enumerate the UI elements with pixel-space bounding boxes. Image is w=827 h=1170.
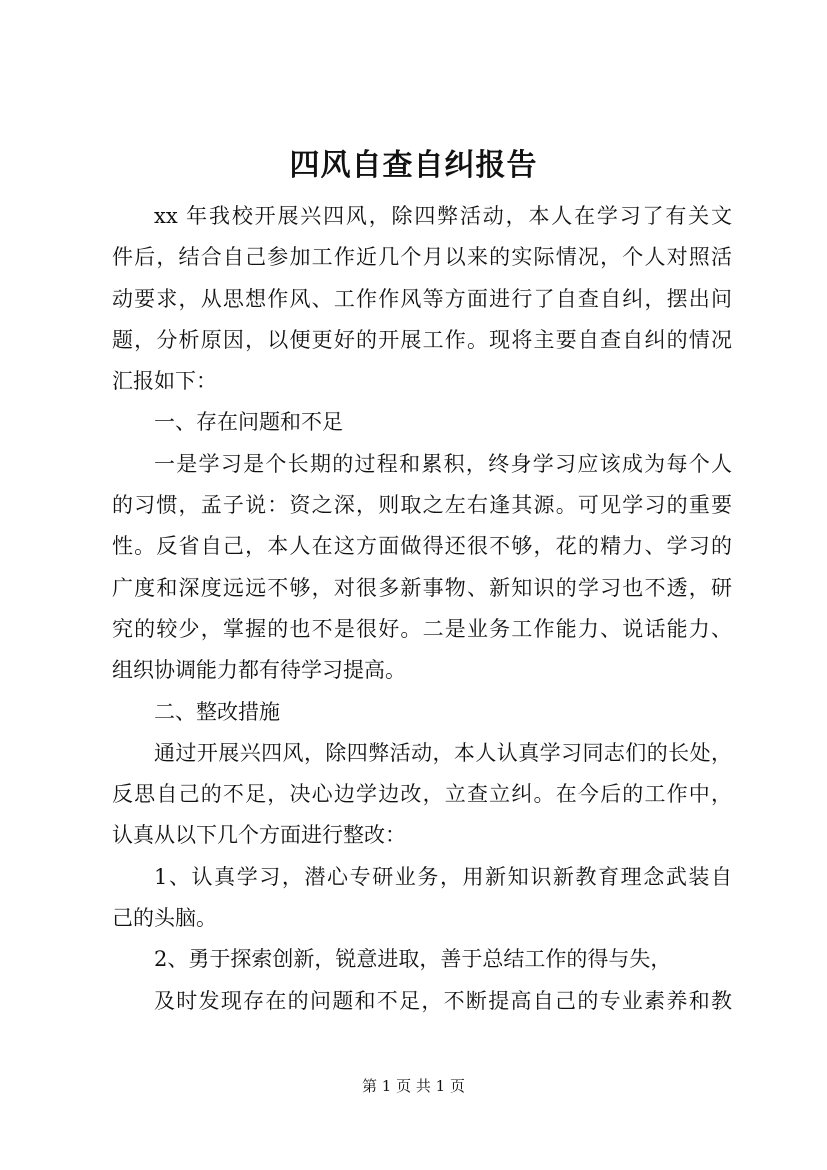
paragraph-line: 2、勇于探索创新，锐意进取，善于总结工作的得与失， (154, 947, 672, 972)
paragraph-line: 通过开展兴四风，除四弊活动，本人认真学习同志们的长处， (154, 740, 732, 765)
section-heading: 二、整改措施 (154, 699, 280, 724)
paragraph-line: 究的较少，掌握的也不是很好。二是业务工作能力、说话能力、 (112, 616, 732, 641)
paragraph-line: 己的头脑。 (112, 906, 217, 931)
paragraph-line: 认真从以下几个方面进行整改： (112, 823, 406, 848)
paragraph-line: 件后，结合自己参加工作近几个月以来的实际情况，个人对照活 (112, 245, 732, 270)
paragraph-line: 广度和深度远远不够，对很多新事物、新知识的学习也不透，研 (112, 575, 732, 600)
section-heading: 一、存在问题和不足 (154, 410, 343, 435)
paragraph-line: 组织协调能力都有待学习提高。 (112, 658, 406, 683)
paragraph-line: 动要求，从思想作风、工作作风等方面进行了自查自纠，摆出问 (112, 286, 732, 311)
paragraph-line: 1、认真学习，潜心专研业务，用新知识新教育理念武装自 (154, 864, 732, 889)
page-footer: 第 1 页 共 1 页 (362, 1077, 465, 1095)
paragraph-line: 题，分析原因，以便更好的开展工作。现将主要自查自纠的情况 (112, 327, 732, 352)
paragraph-line: 汇报如下： (112, 369, 217, 394)
paragraph-line: 性。反省自己，本人在这方面做得还很不够，花的精力、学习的 (112, 534, 732, 559)
paragraph-line: xx 年我校开展兴四风，除四弊活动，本人在学习了有关文 (154, 204, 732, 228)
paragraph-line: 的习惯，孟子说：资之深，则取之左右逢其源。可见学习的重要 (112, 493, 732, 518)
paragraph-line: 反思自己的不足，决心边学边改，立查立纠。在今后的工作中， (112, 782, 732, 807)
document-title: 四风自查自纠报告 (289, 148, 538, 183)
document-body (112, 196, 732, 1022)
paragraph-line: 及时发现存在的问题和不足，不断提高自己的专业素养和教 (154, 988, 732, 1013)
paragraph-line: 一是学习是个长期的过程和累积，终身学习应该成为每个人 (154, 451, 732, 476)
